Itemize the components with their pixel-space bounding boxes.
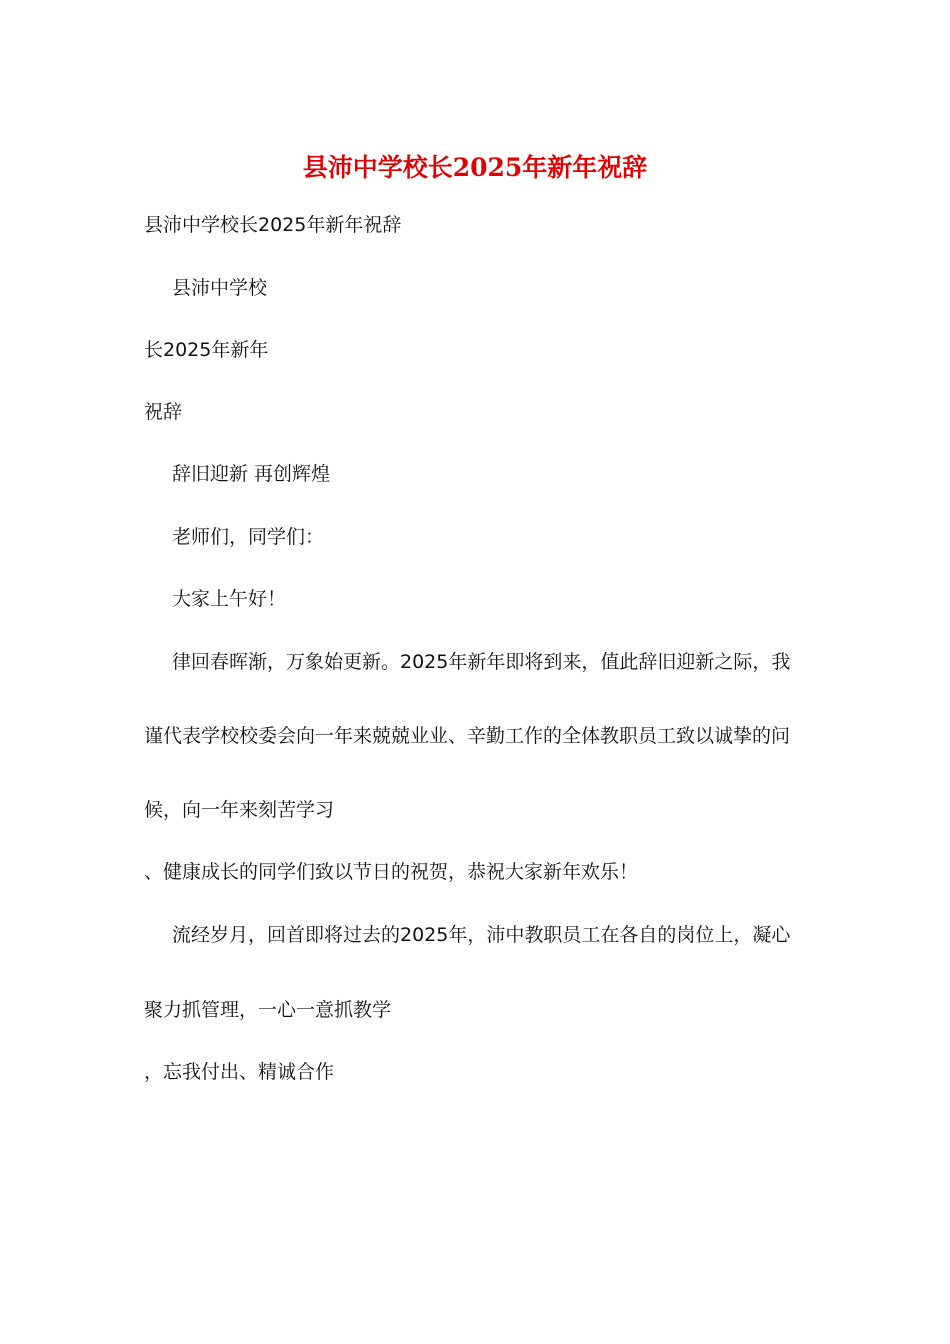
paragraph-line: 候，向一年来刻苦学习 [144, 799, 335, 821]
document-title: 县沛中学校长2025年新年祝辞 [302, 153, 648, 182]
paragraph-line: 流经岁月，回首即将过去的2025年，沛中教职员工在各自的岗位上，凝心 [172, 924, 791, 946]
paragraph-line: 、健康成长的同学们致以节日的祝贺，恭祝大家新年欢乐！ [144, 861, 639, 883]
text-line-subtitle: 县沛中学校长2025年新年祝辞 [144, 214, 402, 236]
paragraph-line: 律回春晖渐，万象始更新。2025年新年即将到来，值此辞旧迎新之际，我 [172, 651, 791, 673]
text-line-author-3: 祝辞 [144, 401, 183, 423]
text-line-author-1: 县沛中学校 [172, 277, 268, 299]
text-line-greeting: 老师们，同学们： [172, 526, 325, 548]
text-line-salutation: 大家上午好！ [172, 588, 287, 610]
paragraph-line: 谨代表学校校委会向一年来兢兢业业、辛勤工作的全体教职员工致以诚挚的问 [144, 725, 791, 747]
text-line-heading: 辞旧迎新 再创辉煌 [172, 463, 331, 485]
paragraph-line: 聚力抓管理，一心一意抓教学 [144, 999, 392, 1021]
paragraph-line: ，忘我付出、精诚合作 [144, 1061, 335, 1083]
text-line-author-2: 长2025年新年 [144, 339, 269, 361]
